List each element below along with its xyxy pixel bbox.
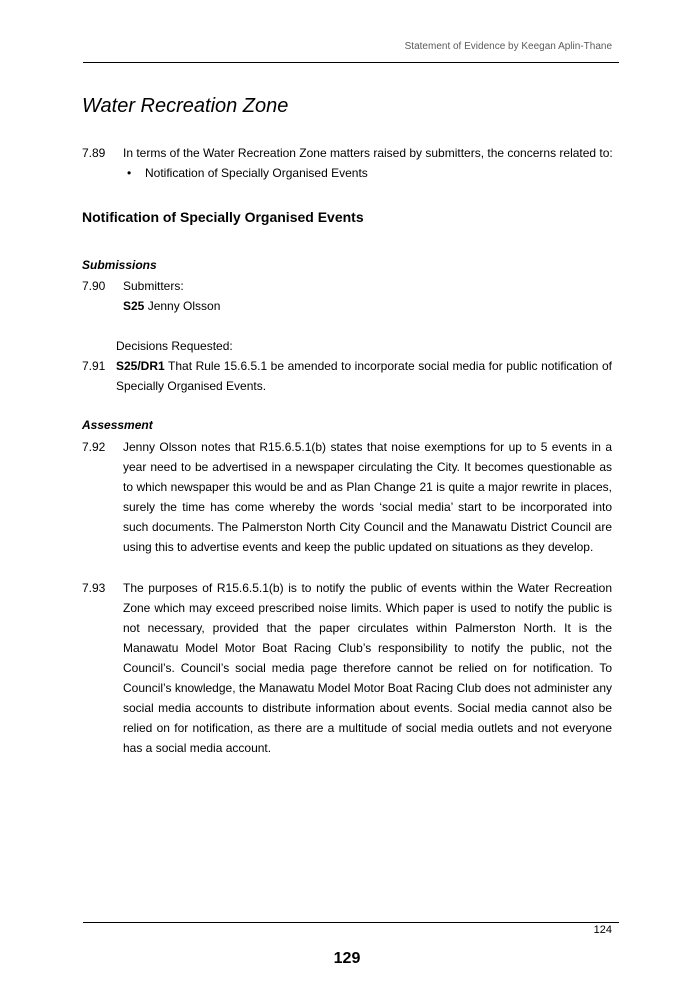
decision-code: S25/DR1 (116, 359, 165, 373)
decision-text: That Rule 15.6.5.1 be amended to incorporate social media for public notification of Specially Organised Events. (116, 359, 612, 393)
submitters-label: Submitters: (123, 279, 184, 293)
bundle-page-number: 129 (333, 950, 361, 967)
decisions-requested-label: Decisions Requested: (116, 339, 233, 353)
submitter-name: Jenny Olsson (147, 299, 221, 313)
paragraph-number-7-92: 7.92 (82, 440, 106, 454)
paragraph-number-7-93: 7.93 (82, 581, 106, 595)
submitter-entry (123, 296, 220, 316)
paragraph-7-89-text: In terms of the Water Recreation Zone matters raised by submitters, the concerns related to: (123, 146, 613, 160)
page-title: Water Recreation Zone (82, 95, 289, 117)
bullet-marker: • (127, 166, 132, 180)
section-heading: Notification of Specially Organised Events (82, 209, 364, 225)
assessment-heading: Assessment (82, 418, 153, 432)
paragraph-7-91-text (116, 356, 612, 396)
submitter-code: S25 (123, 299, 145, 313)
submissions-heading: Submissions (82, 258, 157, 272)
running-header: Statement of Evidence by Keegan Aplin-Thane (404, 41, 612, 52)
header-divider (83, 62, 619, 63)
paragraph-number-7-91: 7.91 (82, 359, 106, 373)
paragraph-number-7-89: 7.89 (82, 146, 106, 160)
page-number: 124 (593, 924, 612, 936)
bullet-item-notification: Notification of Specially Organised Events (145, 166, 368, 180)
paragraph-number-7-90: 7.90 (82, 279, 106, 293)
paragraph-7-92-text: Jenny Olsson notes that R15.6.5.1(b) states that noise exemptions for up to 5 events in a year need to be advertised in a newspaper circulating the City. It becomes questionable as to which newspaper this would be and as Plan Change 21 is quite a major rewrite in places, surely the time has come whereby the words ‘social media’ start to be incorporated into such documents. The Palmerston North City Council and the Manawatu District Council are using this to advertise events and keep the public updated on situations as they develop. (123, 440, 612, 554)
footer-divider (83, 922, 619, 923)
paragraph-7-93-text: The purposes of R15.6.5.1(b) is to notify the public of events within the Water Recreation Zone which may exceed prescribed noise limits. Which paper is used to notify the public is not necessary, provided that the paper circulates within Palmerston North. It is the Manawatu Model Motor Boat Racing Club’s responsibility to notify the public, not the Council’s. Council’s social media page therefore cannot be relied on for notification. To Council’s knowledge, the Manawatu Model Motor Boat Racing Club does not administer any social media accounts to distribute information about events. Social media cannot also be relied on for notification, as there are a multitude of social media outlets and not everyone has a social media account. (123, 581, 612, 755)
